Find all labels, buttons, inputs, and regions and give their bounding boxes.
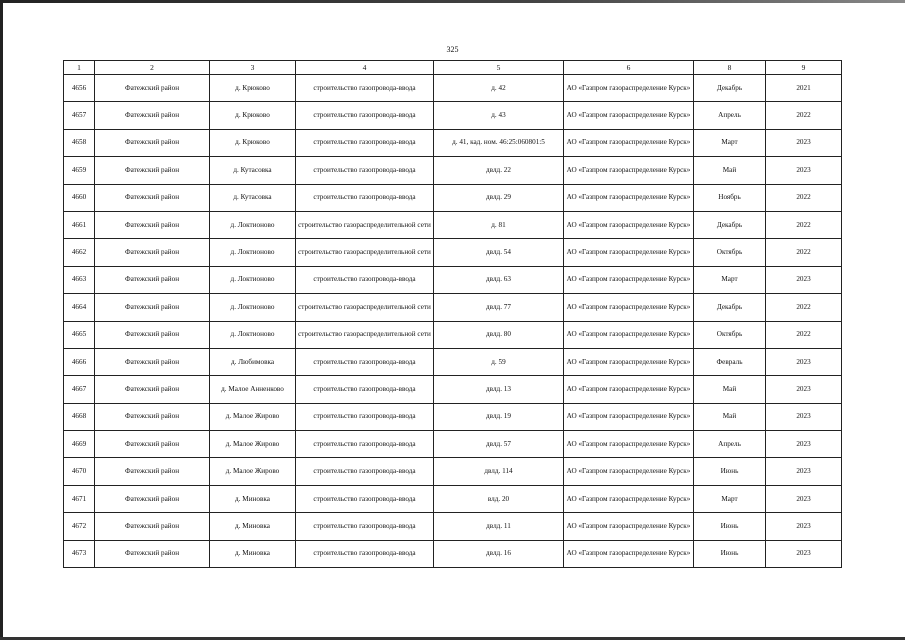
cell-row-number: 4660	[64, 184, 95, 211]
cell-settlement: д. Кутасовка	[210, 157, 296, 184]
cell-district: Фатежский район	[95, 102, 210, 129]
cell-organization: АО «Газпром газораспределение Курск»	[564, 75, 694, 102]
cell-settlement: д. Малое Жирово	[210, 458, 296, 485]
cell-address: д. 42	[434, 75, 564, 102]
cell-settlement: д. Миновка	[210, 540, 296, 567]
cell-district: Фатежский район	[95, 266, 210, 293]
cell-year: 2023	[766, 540, 842, 567]
cell-address: двлд. 57	[434, 431, 564, 458]
cell-work-type: строительство газопровода-ввода	[296, 157, 434, 184]
cell-address: д. 59	[434, 348, 564, 375]
page-number: 325	[446, 45, 459, 54]
table-row	[64, 184, 842, 211]
cell-organization: АО «Газпром газораспределение Курск»	[564, 129, 694, 156]
cell-row-number: 4668	[64, 403, 95, 430]
cell-work-type: строительство газопровода-ввода	[296, 540, 434, 567]
cell-settlement: д. Кутасовка	[210, 184, 296, 211]
cell-year: 2022	[766, 102, 842, 129]
scan-edge-top	[0, 0, 905, 3]
cell-work-type: строительство газораспределительной сети	[296, 294, 434, 321]
cell-work-type: строительство газопровода-ввода	[296, 485, 434, 512]
header-cell-6: 6	[564, 61, 694, 75]
gasification-table	[63, 60, 842, 568]
cell-month: Декабрь	[694, 75, 766, 102]
cell-address: двлд. 29	[434, 184, 564, 211]
cell-month: Апрель	[694, 102, 766, 129]
cell-work-type: строительство газораспределительной сети	[296, 239, 434, 266]
cell-address: д. 41, кад. ном. 46:25:060801:5	[434, 129, 564, 156]
cell-row-number: 4673	[64, 540, 95, 567]
cell-address: двлд. 11	[434, 513, 564, 540]
cell-settlement: д. Локтионово	[210, 211, 296, 238]
cell-year: 2022	[766, 211, 842, 238]
table-row	[64, 75, 842, 102]
cell-year: 2022	[766, 294, 842, 321]
cell-year: 2021	[766, 75, 842, 102]
cell-address: двлд. 13	[434, 376, 564, 403]
header-cell-4: 4	[296, 61, 434, 75]
table-row	[64, 239, 842, 266]
cell-work-type: строительство газопровода-ввода	[296, 75, 434, 102]
cell-year: 2022	[766, 184, 842, 211]
cell-settlement: д. Крюково	[210, 129, 296, 156]
cell-year: 2023	[766, 403, 842, 430]
cell-year: 2022	[766, 321, 842, 348]
cell-work-type: строительство газопровода-ввода	[296, 348, 434, 375]
cell-year: 2023	[766, 376, 842, 403]
cell-address: двлд. 16	[434, 540, 564, 567]
table-row	[64, 102, 842, 129]
cell-month: Октябрь	[694, 321, 766, 348]
table-row	[64, 294, 842, 321]
cell-row-number: 4666	[64, 348, 95, 375]
cell-year: 2023	[766, 129, 842, 156]
cell-row-number: 4664	[64, 294, 95, 321]
cell-district: Фатежский район	[95, 348, 210, 375]
cell-month: Декабрь	[694, 211, 766, 238]
cell-row-number: 4665	[64, 321, 95, 348]
cell-district: Фатежский район	[95, 157, 210, 184]
cell-row-number: 4662	[64, 239, 95, 266]
cell-year: 2023	[766, 157, 842, 184]
cell-row-number: 4657	[64, 102, 95, 129]
cell-settlement: д. Локтионово	[210, 266, 296, 293]
cell-district: Фатежский район	[95, 513, 210, 540]
cell-work-type: строительство газопровода-ввода	[296, 266, 434, 293]
cell-month: Март	[694, 129, 766, 156]
cell-district: Фатежский район	[95, 458, 210, 485]
cell-year: 2023	[766, 458, 842, 485]
header-cell-8: 8	[694, 61, 766, 75]
cell-month: Июнь	[694, 458, 766, 485]
cell-address: двлд. 22	[434, 157, 564, 184]
cell-district: Фатежский район	[95, 376, 210, 403]
cell-work-type: строительство газопровода-ввода	[296, 458, 434, 485]
cell-month: Май	[694, 376, 766, 403]
cell-organization: АО «Газпром газораспределение Курск»	[564, 513, 694, 540]
cell-district: Фатежский район	[95, 211, 210, 238]
table-row	[64, 458, 842, 485]
cell-year: 2023	[766, 485, 842, 512]
cell-row-number: 4670	[64, 458, 95, 485]
cell-district: Фатежский район	[95, 184, 210, 211]
cell-month: Декабрь	[694, 294, 766, 321]
cell-work-type: строительство газопровода-ввода	[296, 102, 434, 129]
cell-year: 2023	[766, 431, 842, 458]
cell-month: Март	[694, 485, 766, 512]
cell-month: Май	[694, 157, 766, 184]
table-row	[64, 157, 842, 184]
cell-district: Фатежский район	[95, 485, 210, 512]
cell-settlement: д. Любимовка	[210, 348, 296, 375]
header-cell-5: 5	[434, 61, 564, 75]
cell-month: Апрель	[694, 431, 766, 458]
cell-work-type: строительство газопровода-ввода	[296, 376, 434, 403]
cell-settlement: д. Малое Анненково	[210, 376, 296, 403]
cell-organization: АО «Газпром газораспределение Курск»	[564, 321, 694, 348]
cell-work-type: строительство газопровода-ввода	[296, 403, 434, 430]
table-row	[64, 211, 842, 238]
cell-organization: АО «Газпром газораспределение Курск»	[564, 348, 694, 375]
cell-settlement: д. Миновка	[210, 513, 296, 540]
cell-month: Октябрь	[694, 239, 766, 266]
cell-settlement: д. Малое Жирово	[210, 431, 296, 458]
cell-organization: АО «Газпром газораспределение Курск»	[564, 376, 694, 403]
table-row	[64, 321, 842, 348]
cell-organization: АО «Газпром газораспределение Курск»	[564, 294, 694, 321]
table-row	[64, 431, 842, 458]
header-cell-3: 3	[210, 61, 296, 75]
cell-work-type: строительство газопровода-ввода	[296, 431, 434, 458]
cell-organization: АО «Газпром газораспределение Курск»	[564, 102, 694, 129]
cell-organization: АО «Газпром газораспределение Курск»	[564, 157, 694, 184]
cell-row-number: 4663	[64, 266, 95, 293]
cell-address: двлд. 54	[434, 239, 564, 266]
cell-row-number: 4667	[64, 376, 95, 403]
header-cell-1: 1	[64, 61, 95, 75]
cell-month: Ноябрь	[694, 184, 766, 211]
cell-organization: АО «Газпром газораспределение Курск»	[564, 239, 694, 266]
cell-organization: АО «Газпром газораспределение Курск»	[564, 266, 694, 293]
cell-work-type: строительство газораспределительной сети	[296, 211, 434, 238]
cell-organization: АО «Газпром газораспределение Курск»	[564, 403, 694, 430]
cell-row-number: 4658	[64, 129, 95, 156]
cell-district: Фатежский район	[95, 540, 210, 567]
cell-settlement: д. Миновка	[210, 485, 296, 512]
cell-address: д. 43	[434, 102, 564, 129]
cell-district: Фатежский район	[95, 294, 210, 321]
cell-row-number: 4656	[64, 75, 95, 102]
header-row	[64, 61, 842, 75]
cell-row-number: 4659	[64, 157, 95, 184]
cell-organization: АО «Газпром газораспределение Курск»	[564, 540, 694, 567]
cell-organization: АО «Газпром газораспределение Курск»	[564, 211, 694, 238]
cell-district: Фатежский район	[95, 403, 210, 430]
cell-settlement: д. Локтионово	[210, 294, 296, 321]
cell-month: Июнь	[694, 540, 766, 567]
table-row	[64, 513, 842, 540]
cell-organization: АО «Газпром газораспределение Курск»	[564, 458, 694, 485]
cell-settlement: д. Локтионово	[210, 239, 296, 266]
cell-settlement: д. Локтионово	[210, 321, 296, 348]
cell-work-type: строительство газораспределительной сети	[296, 321, 434, 348]
cell-district: Фатежский район	[95, 129, 210, 156]
cell-row-number: 4661	[64, 211, 95, 238]
cell-address: двлд. 63	[434, 266, 564, 293]
cell-organization: АО «Газпром газораспределение Курск»	[564, 184, 694, 211]
cell-row-number: 4672	[64, 513, 95, 540]
cell-district: Фатежский район	[95, 431, 210, 458]
cell-settlement: д. Крюково	[210, 102, 296, 129]
cell-district: Фатежский район	[95, 321, 210, 348]
cell-month: Февраль	[694, 348, 766, 375]
cell-work-type: строительство газопровода-ввода	[296, 129, 434, 156]
table-row	[64, 348, 842, 375]
cell-year: 2023	[766, 513, 842, 540]
cell-organization: АО «Газпром газораспределение Курск»	[564, 431, 694, 458]
cell-address: двлд. 77	[434, 294, 564, 321]
cell-district: Фатежский район	[95, 239, 210, 266]
cell-year: 2023	[766, 348, 842, 375]
cell-year: 2022	[766, 239, 842, 266]
cell-organization: АО «Газпром газораспределение Курск»	[564, 485, 694, 512]
cell-address: двлд. 114	[434, 458, 564, 485]
cell-month: Март	[694, 266, 766, 293]
cell-settlement: д. Крюково	[210, 75, 296, 102]
cell-work-type: строительство газопровода-ввода	[296, 513, 434, 540]
cell-month: Июнь	[694, 513, 766, 540]
cell-work-type: строительство газопровода-ввода	[296, 184, 434, 211]
cell-month: Май	[694, 403, 766, 430]
cell-year: 2023	[766, 266, 842, 293]
table-row	[64, 540, 842, 567]
table-row	[64, 485, 842, 512]
scan-edge-left	[0, 0, 3, 640]
cell-address: двлд. 80	[434, 321, 564, 348]
cell-address: влд. 20	[434, 485, 564, 512]
cell-district: Фатежский район	[95, 75, 210, 102]
header-cell-2: 2	[95, 61, 210, 75]
header-cell-9: 9	[766, 61, 842, 75]
cell-address: д. 81	[434, 211, 564, 238]
table-row	[64, 129, 842, 156]
table-row	[64, 376, 842, 403]
table-row	[64, 266, 842, 293]
cell-settlement: д. Малое Жирово	[210, 403, 296, 430]
table-row	[64, 403, 842, 430]
cell-address: двлд. 19	[434, 403, 564, 430]
cell-row-number: 4669	[64, 431, 95, 458]
cell-row-number: 4671	[64, 485, 95, 512]
